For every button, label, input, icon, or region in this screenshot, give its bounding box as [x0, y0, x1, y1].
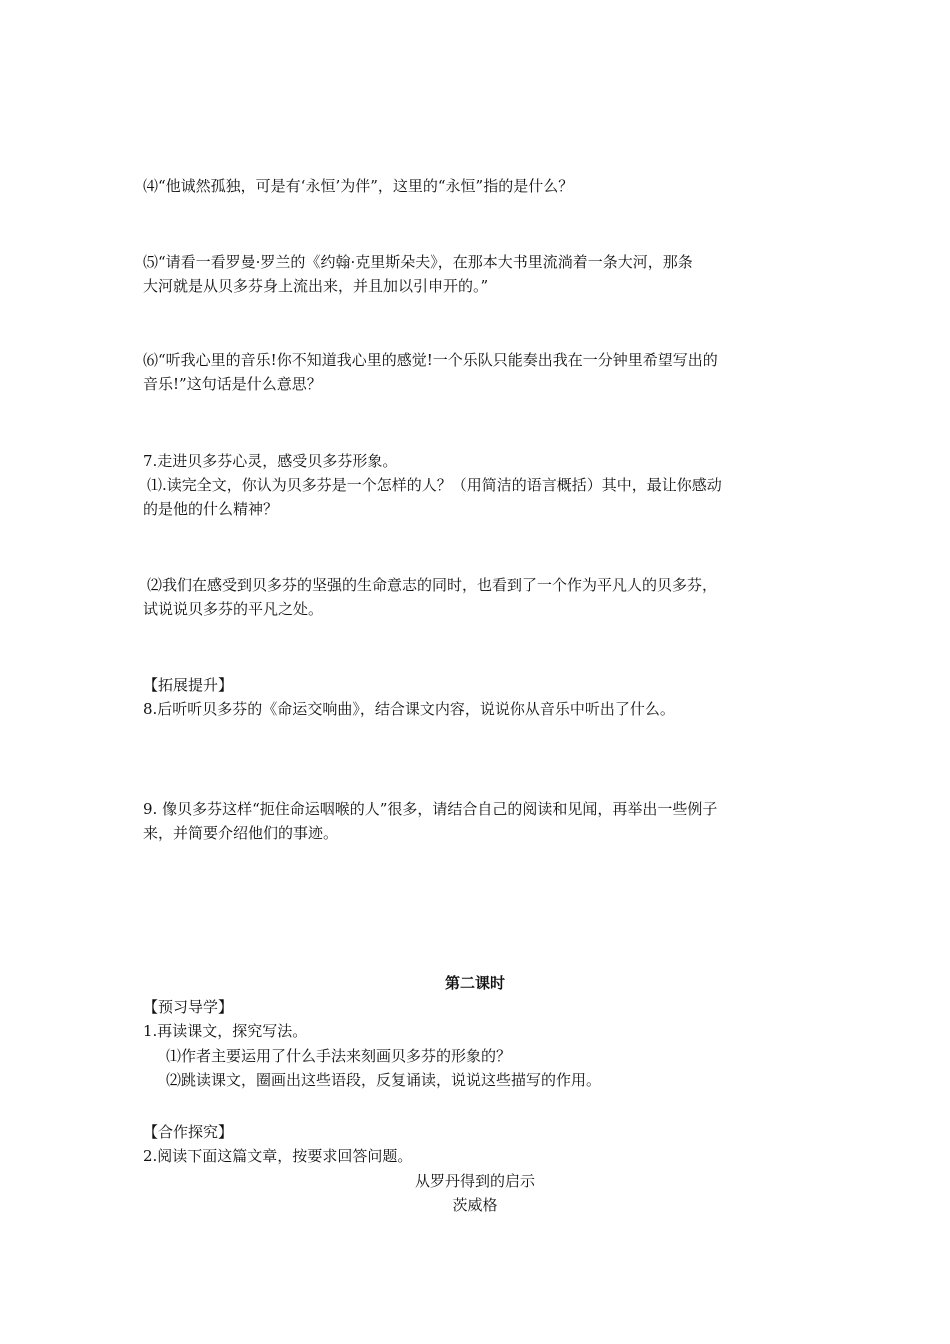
section-heading-hezuo: 【合作探究】 — [143, 1123, 234, 1141]
question-7-2-line-1: ⑵我们在感受到贝多芬的坚强的生命意志的同时，也看到了一个作为平凡人的贝多芬， — [147, 576, 718, 594]
article-author: 茨威格 — [452, 1196, 498, 1214]
question-1-1: ⑴作者主要运用了什么手法来刻画贝多芬的形象的？ — [166, 1047, 512, 1065]
section-heading-yuxi: 【预习导学】 — [143, 998, 234, 1016]
question-7-1-line-2: 的是他的什么精神？ — [143, 500, 279, 518]
question-7-2-line-2: 试说说贝多芬的平凡之处。 — [143, 600, 324, 618]
question-1-2: ⑵跳读课文，圈画出这些语段，反复诵读，说说这些描写的作用。 — [166, 1071, 602, 1089]
question-1: 1.再读课文，探究写法。 — [143, 1022, 308, 1040]
question-2: 2.阅读下面这篇文章，按要求回答问题。 — [143, 1147, 413, 1165]
question-5-line-2: 大河就是从贝多芬身上流出来，并且加以引申开的。” — [143, 277, 489, 295]
lesson-title: 第二课时 — [444, 974, 505, 992]
question-6-line-2: 音乐!”这句话是什么意思？ — [143, 375, 322, 393]
question-9-line-1: 9. 像贝多芬这样“扼住命运咽喉的人”很多，请结合自己的阅读和见闻，再举出一些例子 — [143, 800, 718, 818]
question-7: 7.走进贝多芬心灵，感受贝多芬形象。 — [143, 452, 398, 470]
question-7-1-line-1: ⑴.读完全文，你认为贝多芬是一个怎样的人？（用简洁的语言概括）其中，最让你感动 — [147, 476, 722, 494]
question-8: 8.后听听贝多芬的《命运交响曲》，结合课文内容，说说你从音乐中听出了什么。 — [143, 700, 675, 718]
question-4: ⑷“他诚然孤独，可是有‘永恒’为伴”，这里的“永恒”指的是什么？ — [143, 177, 574, 195]
question-5-line-1: ⑸“请看一看罗曼·罗兰的《约翰·克里斯朵夫》，在那本大书里流淌着一条大河，那条 — [143, 253, 693, 271]
question-9-line-2: 来，并简要介绍他们的事迹。 — [143, 824, 339, 842]
article-title: 从罗丹得到的启示 — [414, 1172, 535, 1190]
question-6-line-1: ⑹“听我心里的音乐!你不知道我心里的感觉!一个乐队只能奏出我在一分钟里希望写出的 — [143, 351, 718, 369]
section-heading-tuozhan: 【拓展提升】 — [143, 676, 234, 694]
